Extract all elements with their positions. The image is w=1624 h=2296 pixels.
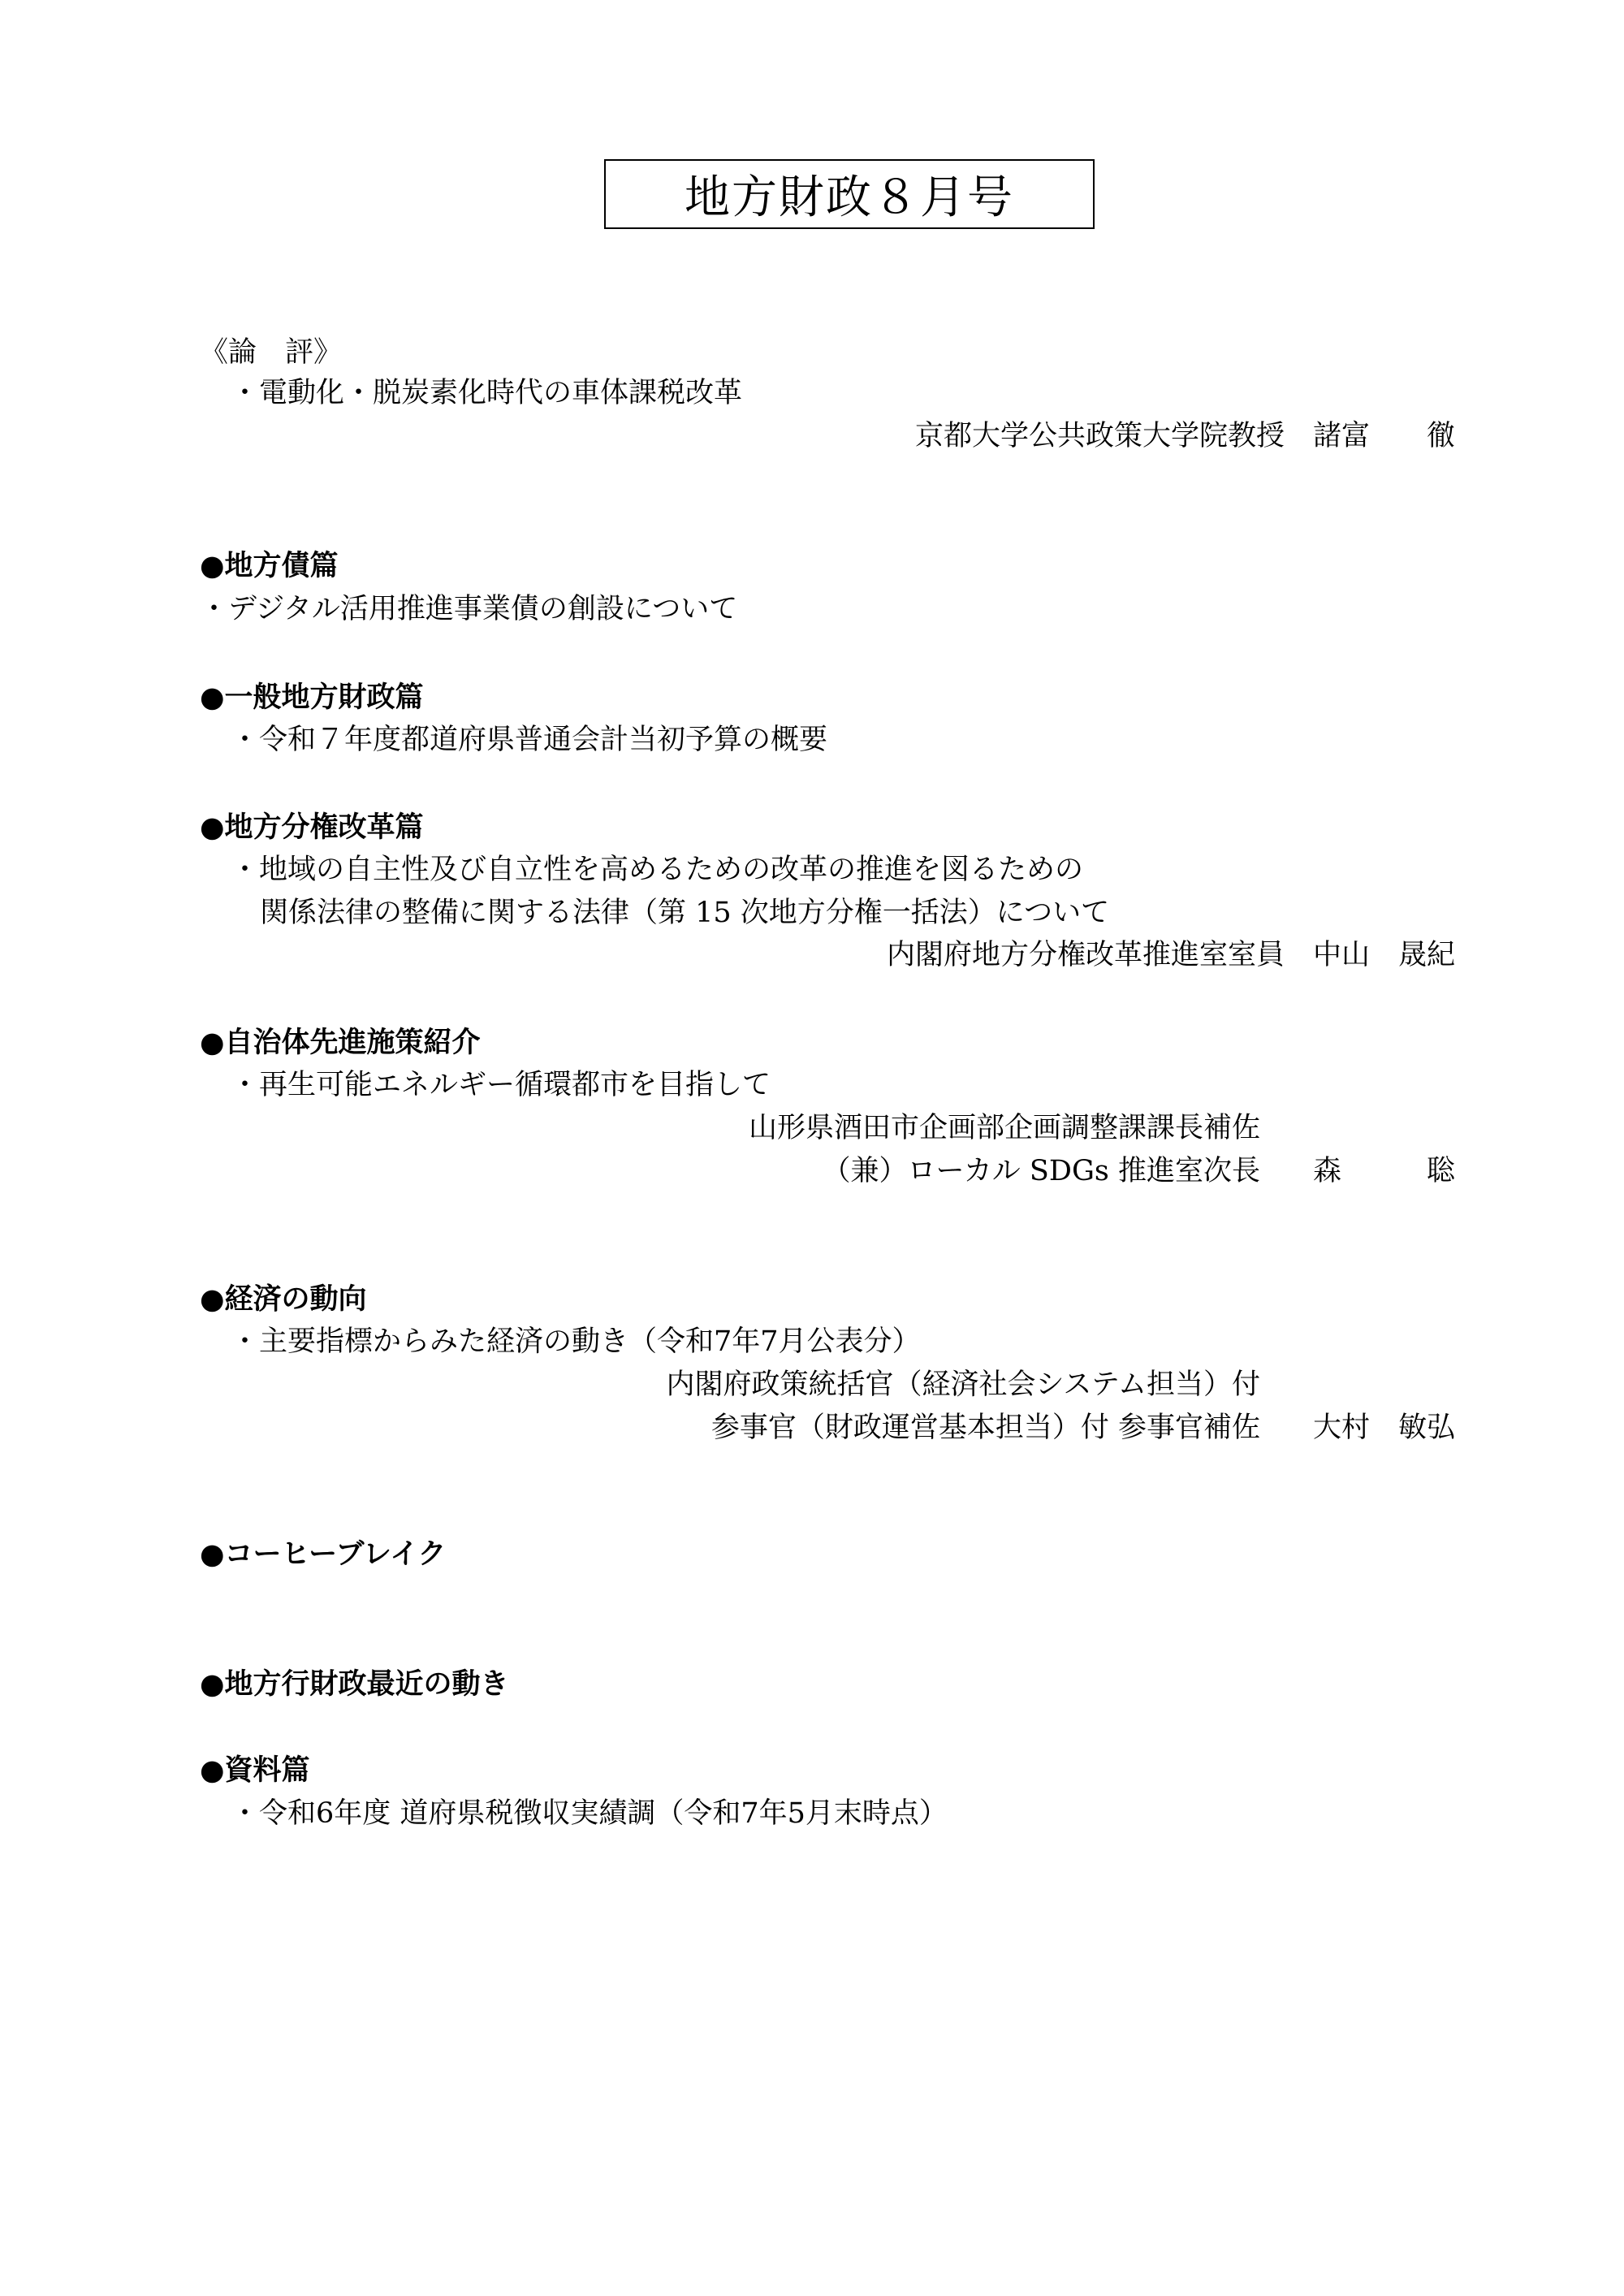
shiryo-heading: ●資料篇 xyxy=(200,1754,310,1787)
ippan-item: ・令和７年度都道府県普通会計当初予算の概要 xyxy=(231,724,828,756)
coffee-heading: ●コーヒーブレイク xyxy=(200,1538,447,1571)
chihousai-item: ・デジタル活用推進事業債の創設について xyxy=(200,593,738,625)
keizai-author-line1: 内閣府政策統括官（経済社会システム担当）付 xyxy=(666,1369,1260,1401)
shiryo-item: ・令和6年度 道府県税徴収実績調（令和7年5月末時点） xyxy=(231,1797,948,1830)
saikin-heading: ●地方行財政最近の動き xyxy=(200,1668,509,1701)
keizai-item: ・主要指標からみた経済の動き（令和7年7月公表分） xyxy=(231,1325,921,1358)
jichitai-author-line2-title: （兼）ローカル SDGs 推進室次長 xyxy=(822,1155,1260,1187)
jichitai-heading: ●自治体先進施策紹介 xyxy=(200,1027,481,1059)
bunken-item-line1: ・地域の自主性及び自立性を高めるための改革の推進を図るための xyxy=(231,854,1084,886)
bunken-author: 内閣府地方分権改革推進室室員 中山 晟紀 xyxy=(886,939,1455,971)
review-author: 京都大学公共政策大学院教授 諸富 徹 xyxy=(914,420,1455,452)
keizai-heading: ●経済の動向 xyxy=(200,1283,367,1316)
chihousai-heading: ●地方債篇 xyxy=(200,550,339,582)
bunken-item-line2: 関係法律の整備に関する法律（第 15 次地方分権一括法）について xyxy=(260,897,1110,929)
keizai-author-line2-title: 参事官（財政運営基本担当）付 参事官補佐 xyxy=(710,1412,1260,1444)
keizai-author-line2-name: 大村 敏弘 xyxy=(1312,1412,1455,1444)
review-heading: 《論 評》 xyxy=(200,336,343,369)
review-article: ・電動化・脱炭素化時代の車体課税改革 xyxy=(231,377,743,409)
jichitai-item: ・再生可能エネルギー循環都市を目指して xyxy=(231,1069,771,1101)
page-title: 地方財政８月号 xyxy=(604,159,1095,229)
jichitai-author-line1: 山形県酒田市企画部企画調整課課長補佐 xyxy=(748,1112,1260,1144)
ippan-heading: ●一般地方財政篇 xyxy=(200,681,424,714)
bunken-heading: ●地方分権改革篇 xyxy=(200,811,424,844)
jichitai-author-line2-name: 森 聡 xyxy=(1312,1155,1455,1187)
